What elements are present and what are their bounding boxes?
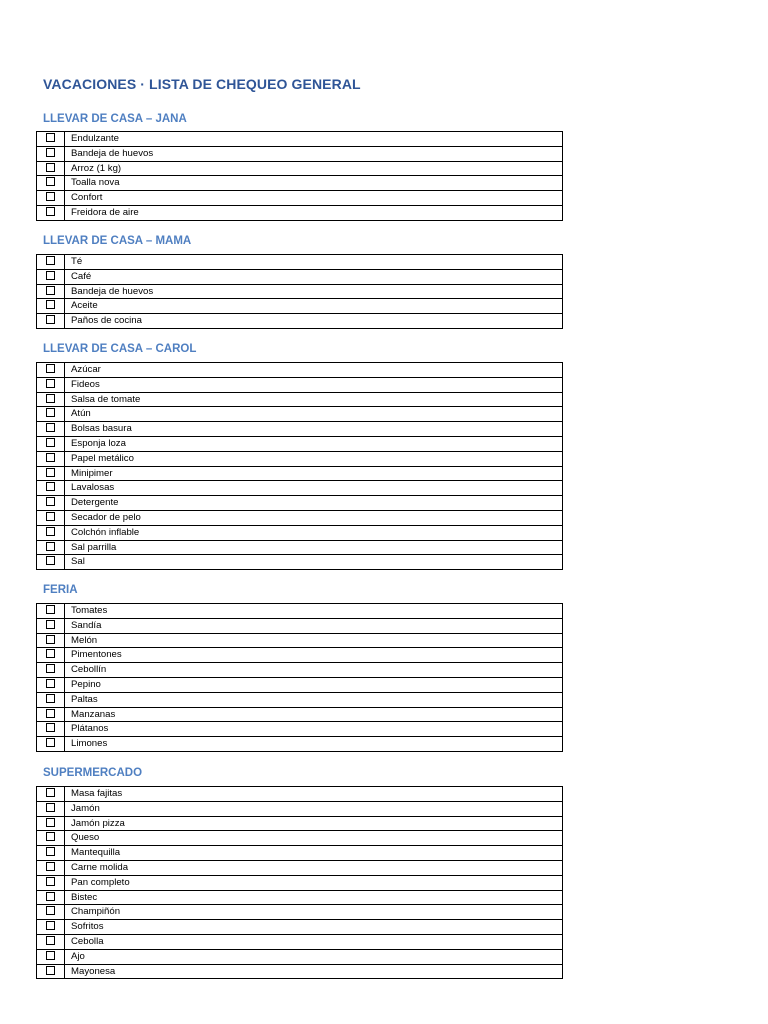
- checkbox-cell[interactable]: [37, 284, 65, 299]
- checkbox-cell[interactable]: [37, 299, 65, 314]
- page-title: VACACIONES · LISTA DE CHEQUEO GENERAL: [43, 76, 361, 92]
- checkbox-cell[interactable]: [37, 540, 65, 555]
- checkbox-cell[interactable]: [37, 132, 65, 147]
- checklist-row: [37, 436, 563, 451]
- checkbox-icon[interactable]: [46, 788, 55, 797]
- checklist-item-label: Café: [65, 269, 563, 284]
- checklist-item-label: Carne molida: [65, 860, 563, 875]
- checkbox-icon[interactable]: [46, 738, 55, 747]
- checklist-row: [37, 831, 563, 846]
- checklist-row: [37, 407, 563, 422]
- checklist-item-label: Pan completo: [65, 875, 563, 890]
- checklist-item-label: Manzanas: [65, 707, 563, 722]
- checklist-item-label: Secador de pelo: [65, 510, 563, 525]
- checkbox-cell[interactable]: [37, 363, 65, 378]
- checkbox-icon[interactable]: [46, 847, 55, 856]
- checkbox-icon[interactable]: [46, 556, 55, 565]
- checklist-row: [37, 905, 563, 920]
- checkbox-icon[interactable]: [46, 620, 55, 629]
- checkbox-icon[interactable]: [46, 453, 55, 462]
- checkbox-cell[interactable]: [37, 161, 65, 176]
- checkbox-icon[interactable]: [46, 512, 55, 521]
- checkbox-cell[interactable]: [37, 875, 65, 890]
- checklist-table-llevar-de-casa-jana: [36, 131, 563, 221]
- checkbox-cell[interactable]: [37, 618, 65, 633]
- checkbox-cell[interactable]: [37, 801, 65, 816]
- checklist-item-label: Tomates: [65, 604, 563, 619]
- checklist-row: [37, 161, 563, 176]
- checkbox-icon[interactable]: [46, 192, 55, 201]
- checkbox-icon[interactable]: [46, 723, 55, 732]
- checklist-item-label: Papel metálico: [65, 451, 563, 466]
- checklist-item-label: Mayonesa: [65, 964, 563, 979]
- checklist-item-label: Melón: [65, 633, 563, 648]
- checkbox-icon[interactable]: [46, 315, 55, 324]
- checklist-item-label: Masa fajitas: [65, 787, 563, 802]
- checkbox-icon[interactable]: [46, 862, 55, 871]
- checkbox-icon[interactable]: [46, 679, 55, 688]
- checklist-table-llevar-de-casa-mama: [36, 254, 563, 329]
- checklist-row: [37, 377, 563, 392]
- checkbox-cell[interactable]: [37, 707, 65, 722]
- checkbox-cell[interactable]: [37, 677, 65, 692]
- checkbox-icon[interactable]: [46, 468, 55, 477]
- checklist-row: [37, 451, 563, 466]
- checkbox-cell[interactable]: [37, 205, 65, 220]
- checklist-row: [37, 949, 563, 964]
- checklist-row: [37, 422, 563, 437]
- checklist-row: [37, 392, 563, 407]
- checkbox-icon[interactable]: [46, 423, 55, 432]
- checkbox-cell[interactable]: [37, 481, 65, 496]
- checkbox-cell[interactable]: [37, 787, 65, 802]
- checklist-row: [37, 707, 563, 722]
- checklist-item-label: Plátanos: [65, 722, 563, 737]
- checkbox-cell[interactable]: [37, 466, 65, 481]
- checkbox-cell[interactable]: [37, 648, 65, 663]
- checkbox-cell[interactable]: [37, 964, 65, 979]
- checkbox-cell[interactable]: [37, 451, 65, 466]
- checkbox-icon[interactable]: [46, 832, 55, 841]
- checklist-item-label: Bolsas basura: [65, 422, 563, 437]
- checklist-row: [37, 677, 563, 692]
- checkbox-icon[interactable]: [46, 300, 55, 309]
- checklist-item-label: Cebolla: [65, 934, 563, 949]
- checkbox-icon[interactable]: [46, 271, 55, 280]
- checklist-row: [37, 205, 563, 220]
- checklist-item-label: Paltas: [65, 692, 563, 707]
- checkbox-icon[interactable]: [46, 906, 55, 915]
- section-heading-llevar-de-casa-mama: LLEVAR DE CASA – MAMA: [43, 235, 192, 247]
- checklist-row: [37, 816, 563, 831]
- checkbox-icon[interactable]: [46, 527, 55, 536]
- checklist-item-label: Atún: [65, 407, 563, 422]
- checkbox-cell[interactable]: [37, 436, 65, 451]
- checkbox-icon[interactable]: [46, 379, 55, 388]
- checklist-item-label: Ajo: [65, 949, 563, 964]
- checklist-row: [37, 920, 563, 935]
- checklist-row: [37, 722, 563, 737]
- checklist-item-label: Lavalosas: [65, 481, 563, 496]
- checklist-row: [37, 466, 563, 481]
- section-heading-llevar-de-casa-jana: LLEVAR DE CASA – JANA: [43, 113, 187, 125]
- checklist-row: [37, 191, 563, 206]
- checklist-row: [37, 540, 563, 555]
- checkbox-cell[interactable]: [37, 377, 65, 392]
- checkbox-icon[interactable]: [46, 364, 55, 373]
- checklist-table-feria: [36, 603, 563, 752]
- checklist-row: [37, 555, 563, 570]
- checklist-row: [37, 255, 563, 270]
- checkbox-cell[interactable]: [37, 255, 65, 270]
- checklist-item-label: Pimentones: [65, 648, 563, 663]
- checkbox-cell[interactable]: [37, 176, 65, 191]
- checklist-row: [37, 801, 563, 816]
- checklist-item-label: Bandeja de huevos: [65, 284, 563, 299]
- checklist-row: [37, 860, 563, 875]
- checklist-row: [37, 964, 563, 979]
- checklist-item-label: Salsa de tomate: [65, 392, 563, 407]
- checklist-item-label: Toalla nova: [65, 176, 563, 191]
- checklist-row: [37, 663, 563, 678]
- checkbox-cell[interactable]: [37, 846, 65, 861]
- checklist-row: [37, 875, 563, 890]
- checkbox-cell[interactable]: [37, 604, 65, 619]
- checklist-item-label: Endulzante: [65, 132, 563, 147]
- checkbox-icon[interactable]: [46, 921, 55, 930]
- checklist-item-label: Sandía: [65, 618, 563, 633]
- checkbox-icon[interactable]: [46, 408, 55, 417]
- checkbox-icon[interactable]: [46, 482, 55, 491]
- section-heading-llevar-de-casa-carol: LLEVAR DE CASA – CAROL: [43, 343, 197, 355]
- checklist-item-label: Freidora de aire: [65, 205, 563, 220]
- checklist-row: [37, 737, 563, 752]
- checkbox-icon[interactable]: [46, 207, 55, 216]
- checklist-row: [37, 146, 563, 161]
- checkbox-cell[interactable]: [37, 905, 65, 920]
- checklist-row: [37, 496, 563, 511]
- checkbox-icon[interactable]: [46, 877, 55, 886]
- checkbox-icon[interactable]: [46, 694, 55, 703]
- checklist-item-label: Bandeja de huevos: [65, 146, 563, 161]
- checkbox-cell[interactable]: [37, 392, 65, 407]
- checklist-row: [37, 787, 563, 802]
- checklist-item-label: Cebollín: [65, 663, 563, 678]
- checklist-item-label: Confort: [65, 191, 563, 206]
- checkbox-icon[interactable]: [46, 394, 55, 403]
- checkbox-cell[interactable]: [37, 510, 65, 525]
- checkbox-cell[interactable]: [37, 191, 65, 206]
- checklist-item-label: Limones: [65, 737, 563, 752]
- checkbox-icon[interactable]: [46, 951, 55, 960]
- section-heading-feria: FERIA: [43, 584, 78, 596]
- checkbox-icon[interactable]: [46, 892, 55, 901]
- checkbox-icon[interactable]: [46, 542, 55, 551]
- checkbox-icon[interactable]: [46, 163, 55, 172]
- checkbox-cell[interactable]: [37, 949, 65, 964]
- checkbox-icon[interactable]: [46, 148, 55, 157]
- checklist-row: [37, 132, 563, 147]
- checklist-item-label: Bistec: [65, 890, 563, 905]
- checklist-row: [37, 846, 563, 861]
- checkbox-cell[interactable]: [37, 831, 65, 846]
- checkbox-cell[interactable]: [37, 496, 65, 511]
- checklist-row: [37, 934, 563, 949]
- checkbox-cell[interactable]: [37, 737, 65, 752]
- checkbox-icon[interactable]: [46, 649, 55, 658]
- checkbox-cell[interactable]: [37, 860, 65, 875]
- checklist-item-label: Sal parrilla: [65, 540, 563, 555]
- checklist-row: [37, 525, 563, 540]
- checkbox-icon[interactable]: [46, 177, 55, 186]
- checkbox-icon[interactable]: [46, 803, 55, 812]
- checkbox-cell[interactable]: [37, 269, 65, 284]
- checkbox-icon[interactable]: [46, 133, 55, 142]
- checklist-item-label: Detergente: [65, 496, 563, 511]
- checkbox-icon[interactable]: [46, 936, 55, 945]
- checklist-table-llevar-de-casa-carol: [36, 362, 563, 570]
- checklist-row: [37, 269, 563, 284]
- checklist-row: [37, 604, 563, 619]
- checklist-table-supermercado: [36, 786, 563, 979]
- checkbox-icon[interactable]: [46, 256, 55, 265]
- checklist-row: [37, 692, 563, 707]
- checklist-item-label: Paños de cocina: [65, 314, 563, 329]
- checklist-row: [37, 510, 563, 525]
- checklist-row: [37, 890, 563, 905]
- checklist-row: [37, 618, 563, 633]
- checkbox-cell[interactable]: [37, 920, 65, 935]
- checkbox-cell[interactable]: [37, 722, 65, 737]
- checklist-row: [37, 284, 563, 299]
- checklist-row: [37, 314, 563, 329]
- checklist-item-label: Pepino: [65, 677, 563, 692]
- checkbox-cell[interactable]: [37, 407, 65, 422]
- checklist-item-label: Champiñón: [65, 905, 563, 920]
- checklist-item-label: Aceite: [65, 299, 563, 314]
- checkbox-cell[interactable]: [37, 692, 65, 707]
- checkbox-icon[interactable]: [46, 818, 55, 827]
- checklist-row: [37, 176, 563, 191]
- checklist-row: [37, 481, 563, 496]
- checkbox-cell[interactable]: [37, 422, 65, 437]
- checkbox-cell[interactable]: [37, 314, 65, 329]
- checklist-item-label: Mantequilla: [65, 846, 563, 861]
- section-heading-supermercado: SUPERMERCADO: [43, 767, 143, 779]
- checklist-item-label: Jamón: [65, 801, 563, 816]
- checkbox-cell[interactable]: [37, 525, 65, 540]
- checkbox-icon[interactable]: [46, 438, 55, 447]
- checkbox-cell[interactable]: [37, 890, 65, 905]
- checklist-item-label: Colchón inflable: [65, 525, 563, 540]
- checkbox-icon[interactable]: [46, 966, 55, 975]
- checkbox-cell[interactable]: [37, 633, 65, 648]
- checklist-item-label: Arroz (1 kg): [65, 161, 563, 176]
- checklist-item-label: Sofritos: [65, 920, 563, 935]
- checklist-item-label: Esponja loza: [65, 436, 563, 451]
- checklist-row: [37, 648, 563, 663]
- checkbox-icon[interactable]: [46, 635, 55, 644]
- checklist-row: [37, 299, 563, 314]
- checklist-item-label: Té: [65, 255, 563, 270]
- checkbox-cell[interactable]: [37, 816, 65, 831]
- checkbox-icon[interactable]: [46, 605, 55, 614]
- checkbox-icon[interactable]: [46, 709, 55, 718]
- checklist-item-label: Fideos: [65, 377, 563, 392]
- checkbox-icon[interactable]: [46, 664, 55, 673]
- checkbox-icon[interactable]: [46, 286, 55, 295]
- checkbox-cell[interactable]: [37, 555, 65, 570]
- checklist-item-label: Azúcar: [65, 363, 563, 378]
- checklist-item-label: Sal: [65, 555, 563, 570]
- checkbox-cell[interactable]: [37, 146, 65, 161]
- checkbox-icon[interactable]: [46, 497, 55, 506]
- checklist-item-label: Queso: [65, 831, 563, 846]
- checklist-item-label: Minipimer: [65, 466, 563, 481]
- checkbox-cell[interactable]: [37, 934, 65, 949]
- checklist-row: [37, 363, 563, 378]
- checklist-row: [37, 633, 563, 648]
- checklist-item-label: Jamón pizza: [65, 816, 563, 831]
- checkbox-cell[interactable]: [37, 663, 65, 678]
